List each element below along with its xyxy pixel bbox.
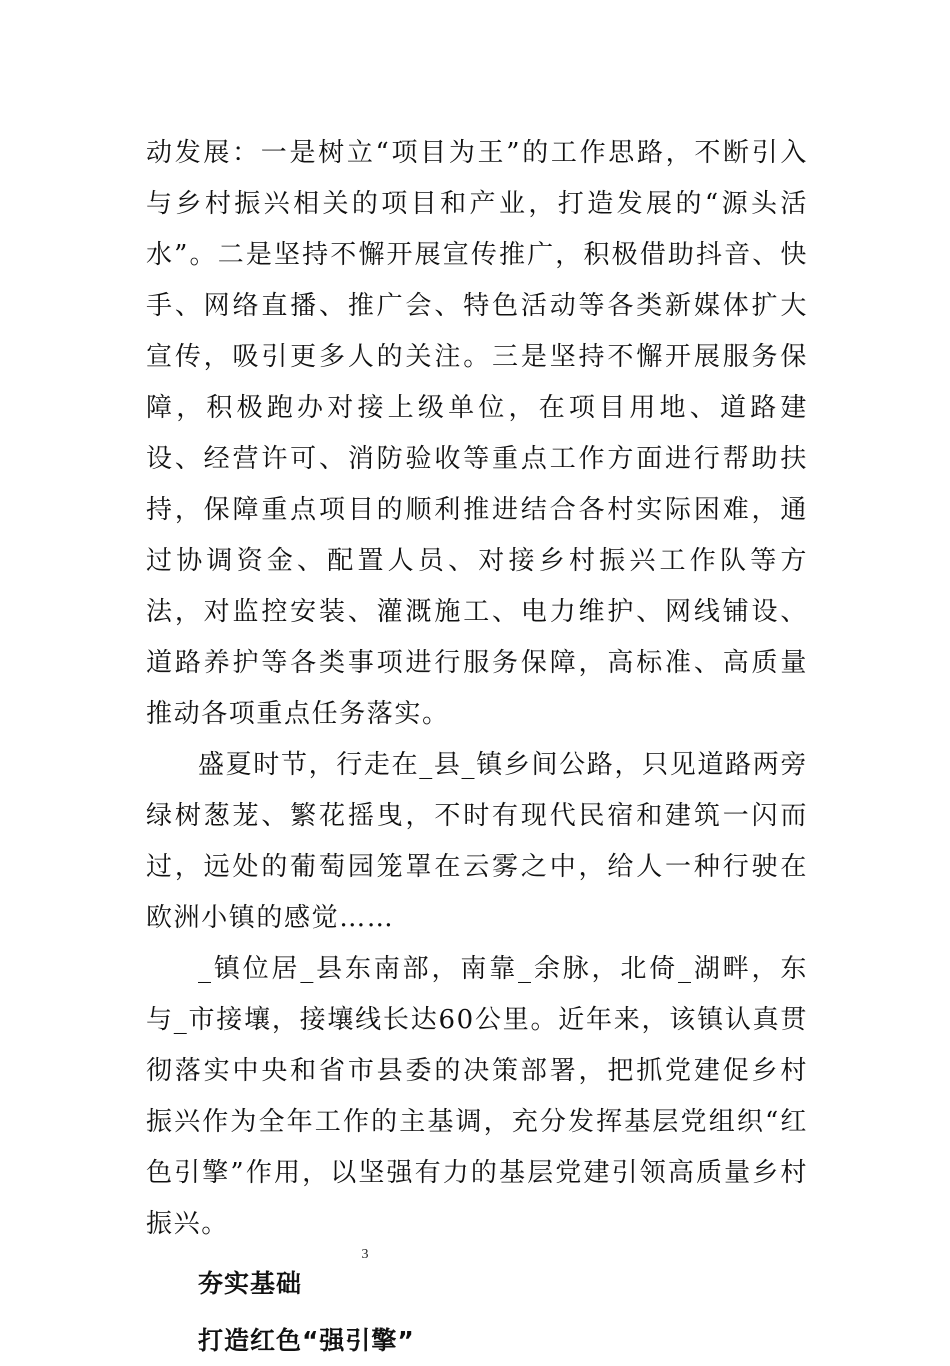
page-number: 3 xyxy=(361,1247,369,1262)
section-heading: 夯实基础 xyxy=(198,1269,303,1298)
section-subheading: 打造红色“强引擎” xyxy=(198,1326,415,1355)
paragraph-continued: 动发展：一是树立“项目为王”的工作思路，不断引入与乡村振兴相关的项目和产业，打造发展的“源头活水”。二是坚持不懈开展宣传推广，积极借助抖音、快手、网络直播、推广会、特色活动等各类新媒体扩大宣传，吸引更多人的关注。三是坚持不懈开展服务保障，积极跑办对接上级单位，在项目用地、道路建设、经营许可、消防验收等重点工作方面进行帮助扶持，保障重点项目的顺利推进结合各村实际困难，通过协调资金、配置人员、对接乡村振兴工作队等方法，对监控安装、灌溉施工、电力维护、网线铺设、道路养护等各类事项进行服务保障，高标准、高质量推动各项重点任务落实。 xyxy=(146,138,809,729)
paragraph-town-overview: _镇位居_县东南部，南靠_余脉，北倚_湖畔，东与_市接壤，接壤线长达60公里。近年来，该镇认真贯彻落实中央和省市县委的决策部署，把抓党建促乡村振兴作为全年工作的主基调，充分发挥基层党组织“红色引擎”作用，以坚强有力的基层党建引领高质量乡村振兴。 xyxy=(146,954,808,1239)
page-body xyxy=(146,128,808,1366)
paragraph-summer-scene: 盛夏时节，行走在_县_镇乡间公路，只见道路两旁绿树葱茏、繁花摇曳，不时有现代民宿和建筑一闪而过，远处的葡萄园笼罩在云雾之中，给人一种行驶在欧洲小镇的感觉…… xyxy=(146,750,808,933)
